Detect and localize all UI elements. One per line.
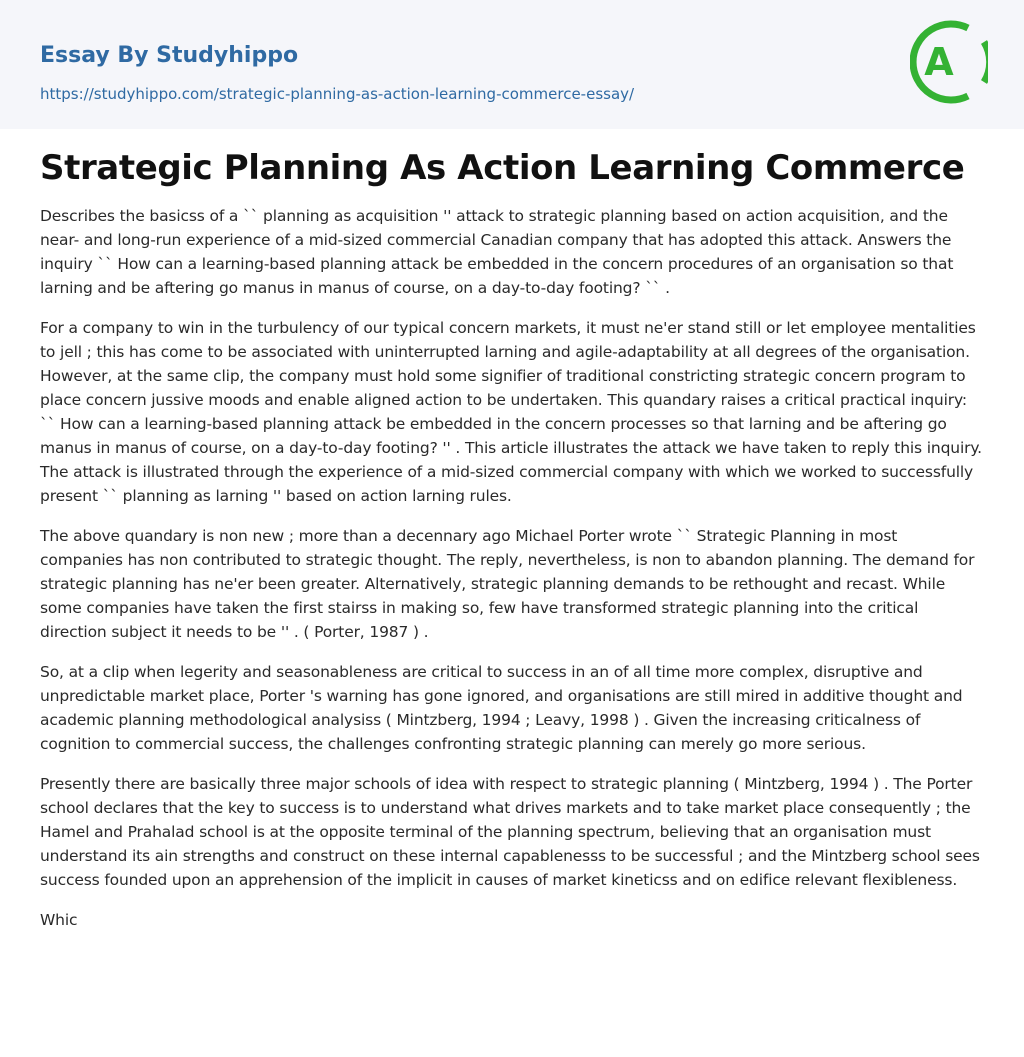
article-paragraph-3: The above quandary is non new ; more than a decennary ago Michael Porter wrote `` Strategic Planning in most companies has non contributed to strategic thought. The reply, nevertheless, is non to abandon planning. The demand for strategic planning has ne'er been greater. Alternatively, strategic planning demands to be rethought and recast. While some companies have taken the first stairss in making so, few have transformed strategic planning into the critical direction subject it needs to be '' . ( Porter, 1987 ) . — [40, 527, 975, 641]
studyhippo-logo-icon[interactable] — [910, 18, 988, 106]
article-paragraph-5: Presently there are basically three major schools of idea with respect to strategic planning ( Mintzberg, 1994 ) . The Porter school declares that the key to success is to understand what drives markets and to take market place consequently ; the Hamel and Prahalad school is at the opposite terminal of the planning spectrum, believing that an organisation must understand its ain strengths and construct on these internal capablenesss to be successful ; and the Mintzberg school sees success founded upon an apprehension of the implicit in causes of market kineticss and on edifice relevant flexibleness. — [40, 775, 980, 889]
article-paragraph-2: For a company to win in the turbulency of our typical concern markets, it must ne'er stand still or let employee mentalities to jell ; this has come to be associated with uninterrupted larning and agile-adaptability at all degrees of the organisation. However, at the same clip, the company must hold some signifier of traditional constricting strategic concern program to place concern jussive moods and enable aligned action to be undertaken. This quandary raises a critical practical inquiry: `` How can a learning-based planning attack be embedded in the concern processes so that larning and be aftering go manus in manus of course, on a day-to-day footing? '' . This article illustrates the attack we have taken to reply this inquiry. The attack is illustrated through the experience of a mid-sized commercial company with which we worked to successfully present `` planning as larning '' based on action larning rules. — [40, 319, 982, 505]
source-url-link[interactable]: https://studyhippo.com/strategic-planning-as-action-learning-commerce-essay/ — [40, 85, 635, 103]
brand-title[interactable]: Essay By Studyhippo — [40, 43, 299, 68]
article-paragraph-6: Whic — [40, 911, 78, 929]
logo-letter: A — [924, 40, 954, 84]
article — [40, 140, 984, 948]
article-paragraph-4: So, at a clip when legerity and seasonableness are critical to success in an of all time more complex, disruptive and unpredictable market place, Porter 's warning has gone ignored, and organisations are still mired in additive thought and academic planning methodological analysiss ( Mintzberg, 1994 ; Leavy, 1998 ) . Given the increasing criticalness of cognition to commercial success, the challenges confronting strategic planning can merely go more serious. — [40, 663, 963, 753]
article-title: Strategic Planning As Action Learning Commerce — [40, 148, 965, 188]
article-paragraph-1: Describes the basicss of a `` planning as acquisition '' attack to strategic planning based on action acquisition, and the near- and long-run experience of a mid-sized commercial Canadian company that has adopted this attack. Answers the inquiry `` How can a learning-based planning attack be embedded in the concern procedures of an organisation so that larning and be aftering go manus in manus of course, on a day-to-day footing? `` . — [40, 207, 954, 297]
site-header — [0, 0, 1024, 129]
